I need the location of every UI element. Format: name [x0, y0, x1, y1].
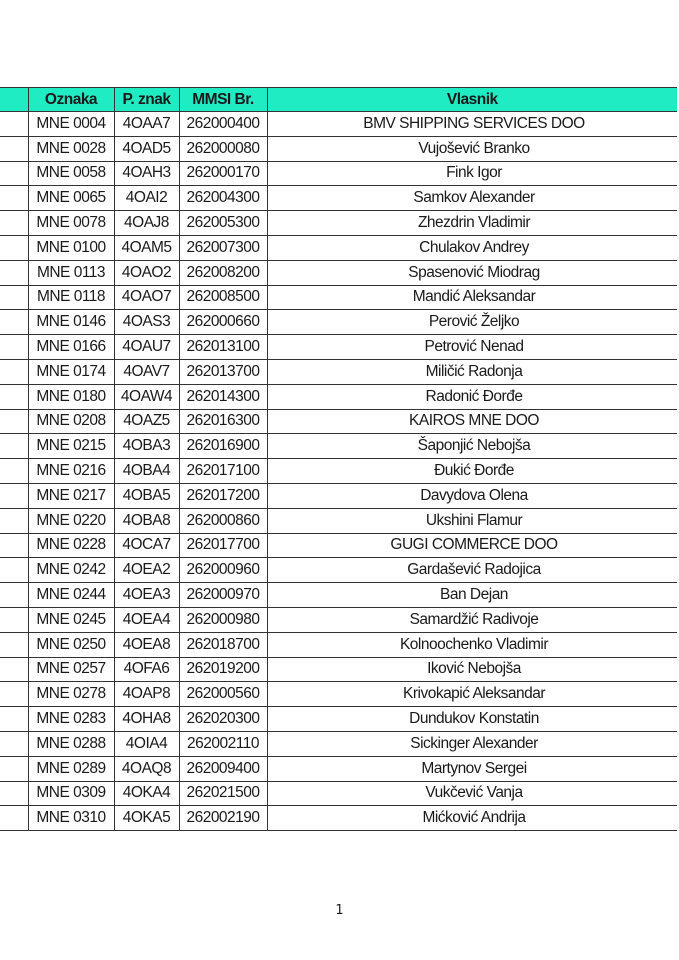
pozivni-znak-cell: 4OKA4: [114, 781, 179, 806]
mmsi-cell: 262013700: [179, 359, 267, 384]
row-blank-cell: [0, 632, 28, 657]
vlasnik-text: Krivokapić Aleksandar: [403, 685, 545, 703]
row-blank-cell: [0, 285, 28, 310]
table-header-row: [0, 88, 677, 112]
vlasnik-cell: [267, 508, 677, 533]
table-row: [0, 731, 677, 756]
table-row: [0, 434, 677, 459]
mmsi-cell: 262002110: [179, 731, 267, 756]
mmsi-cell: 262017700: [179, 533, 267, 558]
oznaka-cell: MNE 0180: [28, 384, 114, 409]
header-cell-blank: [0, 88, 28, 112]
oznaka-cell: MNE 0113: [28, 260, 114, 285]
oznaka-cell: MNE 0245: [28, 607, 114, 632]
mmsi-cell: 262014300: [179, 384, 267, 409]
table-row: [0, 235, 677, 260]
oznaka-cell: MNE 0220: [28, 508, 114, 533]
vessel-registry-table: [0, 87, 677, 831]
table-row: [0, 483, 677, 508]
vlasnik-text: Davydova Olena: [420, 486, 528, 504]
table-row: [0, 533, 677, 558]
mmsi-cell: 262009400: [179, 756, 267, 781]
vlasnik-cell: [267, 731, 677, 756]
pozivni-znak-cell: 4OEA3: [114, 583, 179, 608]
row-blank-cell: [0, 508, 28, 533]
vlasnik-text: Radonić Đorđe: [425, 387, 523, 405]
vlasnik-text: Spasenović Miodrag: [408, 263, 540, 281]
vlasnik-text: Gardašević Radojica: [407, 561, 541, 579]
row-blank-cell: [0, 359, 28, 384]
mmsi-cell: 262013100: [179, 335, 267, 360]
table-row: [0, 682, 677, 707]
oznaka-cell: MNE 0146: [28, 310, 114, 335]
mmsi-cell: 262000980: [179, 607, 267, 632]
mmsi-cell: 262000170: [179, 161, 267, 186]
vlasnik-text: Mandić Aleksandar: [412, 288, 536, 306]
table-row: [0, 781, 677, 806]
table-row: [0, 136, 677, 161]
mmsi-cell: 262020300: [179, 707, 267, 732]
vlasnik-cell: [267, 657, 677, 682]
table-row: [0, 384, 677, 409]
vlasnik-cell: [267, 583, 677, 608]
oznaka-cell: MNE 0242: [28, 558, 114, 583]
mmsi-cell: 262002190: [179, 806, 267, 831]
oznaka-cell: MNE 0174: [28, 359, 114, 384]
vlasnik-cell: [267, 310, 677, 335]
vlasnik-text: Kolnoochenko Vladimir: [399, 635, 549, 653]
oznaka-cell: MNE 0217: [28, 483, 114, 508]
row-blank-cell: [0, 335, 28, 360]
pozivni-znak-cell: 4OAA7: [114, 112, 179, 137]
mmsi-cell: 262008200: [179, 260, 267, 285]
mmsi-cell: 262000080: [179, 136, 267, 161]
vlasnik-text: Fink Igor: [446, 164, 502, 182]
vlasnik-cell: [267, 409, 677, 434]
row-blank-cell: [0, 731, 28, 756]
vlasnik-text: Samardžić Radivoje: [409, 610, 539, 628]
table-row: [0, 409, 677, 434]
row-blank-cell: [0, 459, 28, 484]
vlasnik-text: Miličić Radonja: [425, 362, 523, 380]
mmsi-cell: 262000960: [179, 558, 267, 583]
row-blank-cell: [0, 558, 28, 583]
oznaka-cell: MNE 0283: [28, 707, 114, 732]
row-blank-cell: [0, 136, 28, 161]
table-row: [0, 285, 677, 310]
vlasnik-text: Martynov Sergei: [421, 759, 527, 777]
vlasnik-text: Vukčević Vanja: [425, 784, 523, 802]
oznaka-cell: MNE 0058: [28, 161, 114, 186]
vlasnik-cell: [267, 359, 677, 384]
vlasnik-cell: [267, 707, 677, 732]
pozivni-znak-cell: 4OAP8: [114, 682, 179, 707]
page-number: 1: [335, 903, 344, 918]
vlasnik-cell: [267, 682, 677, 707]
mmsi-cell: 262005300: [179, 211, 267, 236]
vlasnik-text: Šaponjić Nebojša: [417, 437, 531, 455]
vlasnik-text: Ukshini Flamur: [425, 511, 523, 529]
mmsi-cell: 262000970: [179, 583, 267, 608]
mmsi-cell: 262007300: [179, 235, 267, 260]
mmsi-cell: 262000400: [179, 112, 267, 137]
pozivni-znak-cell: 4OAZ5: [114, 409, 179, 434]
header-mmsi: MMSI Br.: [179, 88, 267, 112]
vlasnik-text: Đukić Đorđe: [434, 462, 514, 480]
vlasnik-cell: [267, 632, 677, 657]
pozivni-znak-cell: 4OBA8: [114, 508, 179, 533]
pozivni-znak-cell: 4OAU7: [114, 335, 179, 360]
vlasnik-cell: [267, 533, 677, 558]
table-row: [0, 211, 677, 236]
vlasnik-text: GUGI COMMERCE DOO: [390, 536, 558, 554]
pozivni-znak-cell: 4OIA4: [114, 731, 179, 756]
vlasnik-cell: [267, 434, 677, 459]
oznaka-cell: MNE 0166: [28, 335, 114, 360]
vlasnik-cell: [267, 285, 677, 310]
header-vlasnik: Vlasnik: [267, 88, 677, 112]
oznaka-cell: MNE 0228: [28, 533, 114, 558]
row-blank-cell: [0, 607, 28, 632]
pozivni-znak-cell: 4OAO7: [114, 285, 179, 310]
mmsi-cell: 262018700: [179, 632, 267, 657]
pozivni-znak-cell: 4OBA4: [114, 459, 179, 484]
oznaka-cell: MNE 0250: [28, 632, 114, 657]
vlasnik-text: Mićković Andrija: [422, 809, 526, 827]
mmsi-cell: 262000560: [179, 682, 267, 707]
pozivni-znak-cell: 4OAW4: [114, 384, 179, 409]
oznaka-cell: MNE 0118: [28, 285, 114, 310]
vlasnik-text: Sickinger Alexander: [410, 734, 538, 752]
vlasnik-text: Dundukov Konstatin: [409, 710, 539, 728]
oznaka-cell: MNE 0208: [28, 409, 114, 434]
row-blank-cell: [0, 707, 28, 732]
mmsi-cell: 262000860: [179, 508, 267, 533]
vlasnik-text: Samkov Alexander: [413, 189, 535, 207]
pozivni-znak-cell: 4OAD5: [114, 136, 179, 161]
vlasnik-cell: [267, 161, 677, 186]
row-blank-cell: [0, 756, 28, 781]
mmsi-cell: 262004300: [179, 186, 267, 211]
mmsi-cell: 262016300: [179, 409, 267, 434]
vlasnik-cell: [267, 136, 677, 161]
mmsi-cell: 262008500: [179, 285, 267, 310]
table-row: [0, 558, 677, 583]
pozivni-znak-cell: 4OKA5: [114, 806, 179, 831]
vlasnik-text: Ban Dejan: [440, 586, 508, 604]
table-row: [0, 459, 677, 484]
oznaka-cell: MNE 0310: [28, 806, 114, 831]
table-row: [0, 707, 677, 732]
header-p-znak: P. znak: [114, 88, 179, 112]
row-blank-cell: [0, 806, 28, 831]
pozivni-znak-cell: 4OAQ8: [114, 756, 179, 781]
row-blank-cell: [0, 260, 28, 285]
oznaka-cell: MNE 0078: [28, 211, 114, 236]
oznaka-cell: MNE 0216: [28, 459, 114, 484]
pozivni-znak-cell: 4OHA8: [114, 707, 179, 732]
table-row: [0, 310, 677, 335]
pozivni-znak-cell: 4OEA2: [114, 558, 179, 583]
table-row: [0, 756, 677, 781]
pozivni-znak-cell: 4OCA7: [114, 533, 179, 558]
row-blank-cell: [0, 112, 28, 137]
pozivni-znak-cell: 4OEA8: [114, 632, 179, 657]
mmsi-cell: 262017100: [179, 459, 267, 484]
vlasnik-cell: [267, 806, 677, 831]
oznaka-cell: MNE 0309: [28, 781, 114, 806]
pozivni-znak-cell: 4OBA3: [114, 434, 179, 459]
vlasnik-text: BMV SHIPPING SERVICES DOO: [363, 114, 585, 132]
mmsi-cell: 262000660: [179, 310, 267, 335]
row-blank-cell: [0, 161, 28, 186]
oznaka-cell: MNE 0065: [28, 186, 114, 211]
pozivni-znak-cell: 4OFA6: [114, 657, 179, 682]
table-row: [0, 186, 677, 211]
table-row: [0, 583, 677, 608]
table-row: [0, 607, 677, 632]
table-row: [0, 260, 677, 285]
row-blank-cell: [0, 186, 28, 211]
table-row: [0, 112, 677, 137]
mmsi-cell: 262019200: [179, 657, 267, 682]
row-blank-cell: [0, 310, 28, 335]
mmsi-cell: 262021500: [179, 781, 267, 806]
vlasnik-text: Perović Željko: [428, 313, 520, 331]
table-row: [0, 657, 677, 682]
pozivni-znak-cell: 4OAO2: [114, 260, 179, 285]
row-blank-cell: [0, 211, 28, 236]
row-blank-cell: [0, 657, 28, 682]
oznaka-cell: MNE 0028: [28, 136, 114, 161]
vlasnik-cell: [267, 781, 677, 806]
row-blank-cell: [0, 533, 28, 558]
vlasnik-cell: [267, 483, 677, 508]
vlasnik-text: Petrović Nenad: [424, 338, 524, 356]
row-blank-cell: [0, 583, 28, 608]
vlasnik-cell: [267, 186, 677, 211]
vlasnik-text: Chulakov Andrey: [419, 238, 529, 256]
vlasnik-text: Vujošević Branko: [418, 139, 530, 157]
oznaka-cell: MNE 0004: [28, 112, 114, 137]
row-blank-cell: [0, 235, 28, 260]
vlasnik-text: Iković Nebojša: [427, 660, 521, 678]
vlasnik-text: KAIROS MNE DOO: [409, 412, 539, 430]
vlasnik-cell: [267, 558, 677, 583]
vlasnik-cell: [267, 335, 677, 360]
table-row: [0, 359, 677, 384]
table-body: [0, 112, 677, 831]
table-row: [0, 161, 677, 186]
mmsi-cell: 262017200: [179, 483, 267, 508]
pozivni-znak-cell: 4OEA4: [114, 607, 179, 632]
oznaka-cell: MNE 0215: [28, 434, 114, 459]
header-oznaka: Oznaka: [28, 88, 114, 112]
oznaka-cell: MNE 0100: [28, 235, 114, 260]
vlasnik-cell: [267, 459, 677, 484]
oznaka-cell: MNE 0244: [28, 583, 114, 608]
vlasnik-cell: [267, 607, 677, 632]
row-blank-cell: [0, 384, 28, 409]
pozivni-znak-cell: 4OAH3: [114, 161, 179, 186]
vlasnik-cell: [267, 112, 677, 137]
oznaka-cell: MNE 0289: [28, 756, 114, 781]
oznaka-cell: MNE 0288: [28, 731, 114, 756]
table-row: [0, 806, 677, 831]
pozivni-znak-cell: 4OAM5: [114, 235, 179, 260]
pozivni-znak-cell: 4OAS3: [114, 310, 179, 335]
row-blank-cell: [0, 434, 28, 459]
table-row: [0, 335, 677, 360]
vlasnik-cell: [267, 260, 677, 285]
pozivni-znak-cell: 4OAI2: [114, 186, 179, 211]
oznaka-cell: MNE 0257: [28, 657, 114, 682]
row-blank-cell: [0, 483, 28, 508]
pozivni-znak-cell: 4OAJ8: [114, 211, 179, 236]
pozivni-znak-cell: 4OAV7: [114, 359, 179, 384]
vlasnik-cell: [267, 211, 677, 236]
mmsi-cell: 262016900: [179, 434, 267, 459]
table-row: [0, 508, 677, 533]
row-blank-cell: [0, 682, 28, 707]
vlasnik-cell: [267, 235, 677, 260]
vlasnik-cell: [267, 384, 677, 409]
row-blank-cell: [0, 781, 28, 806]
row-blank-cell: [0, 409, 28, 434]
vlasnik-cell: [267, 756, 677, 781]
table-row: [0, 632, 677, 657]
pozivni-znak-cell: 4OBA5: [114, 483, 179, 508]
oznaka-cell: MNE 0278: [28, 682, 114, 707]
vlasnik-text: Zhezdrin Vladimir: [417, 214, 531, 232]
